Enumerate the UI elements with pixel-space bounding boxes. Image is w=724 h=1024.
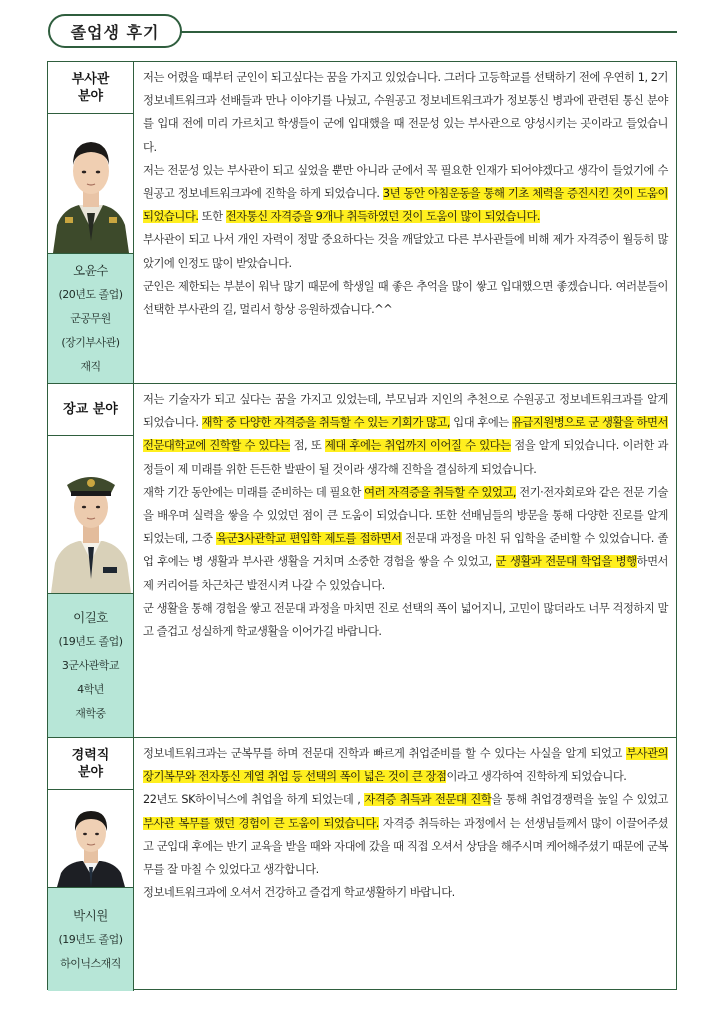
highlighted-text: 육군3사관학교 편입학 제도를 접하면서 (216, 532, 402, 546)
testimonials-table (47, 61, 677, 990)
testimonial-text (134, 384, 676, 737)
testimonial-paragraph (143, 66, 668, 159)
portrait-image (49, 439, 133, 593)
highlighted-text: 부사관 복무를 했던 경험이 큰 도움이 되었습니다. (143, 816, 379, 830)
highlighted-text: 3년 동안 아침운동을 통해 기초 체력을 증진시킨 것이 도움이 되었습니다. (143, 187, 668, 224)
person-name: 박시원 (73, 907, 108, 923)
text-segment: 전문대 과정을 마친 뒤 입학을 준비할 수 있었습니다. 졸업 후에는 병 생활과 부사관 생활을 거치며 소중한 경험을 쌓을 수 있었고, (143, 532, 668, 569)
portrait-image (49, 791, 133, 887)
text-segment: 저는 어렸을 때부터 군인이 되고싶다는 꿈을 가지고 있었습니다. 그러다 고등학교를 선택하기 전에 우연히 1, 2기 정보네트워크과 선배들과 만나 이야기를 나눴고, 수원공고 정보네트워크과가 정보통신 병과에 관련된 통신 분야를 입대 전에 미리 가르치고 학생들이 군에 입대했을 때 전문성 있는 부사관으로 양성시키는 곳이라고 들었습니다. (143, 71, 668, 154)
text-segment: 재학 기간 동안에는 미래를 준비하는 데 필요한 (143, 485, 365, 499)
person-job: 군공무원 (70, 311, 111, 325)
portrait-photo (48, 436, 133, 594)
testimonial-sidebar (48, 384, 134, 737)
portrait-photo (48, 114, 133, 254)
text-segment: 을 통해 취업경쟁력을 높일 수 있었고 (491, 793, 669, 807)
highlighted-text: 자격증 취득과 전문대 진학 (364, 793, 492, 807)
text-segment: 하면서 제 커리어를 차근차근 발전시켜 나갈 수 있었습니다. (143, 555, 668, 592)
testimonial-row-career (48, 738, 676, 991)
text-segment: 입대 후에는 (450, 416, 512, 430)
field-label: 경력직 분야 (48, 738, 133, 790)
testimonial-paragraph (143, 881, 668, 904)
person-status: 재학중 (75, 706, 106, 720)
testimonial-text (134, 62, 676, 383)
field-label: 부사관 분야 (48, 62, 133, 114)
person-info (48, 888, 133, 991)
testimonial-paragraph (143, 742, 668, 788)
person-status: 재직 (80, 359, 101, 373)
text-segment: 또한 (198, 210, 226, 224)
text-segment: 전기·전자회로와 같은 전문 기술을 배우며 실력을 쌓을 수 있었던 점이 큰 도움이 되었습니다. 또한 선배님들의 방문을 통해 다양한 진로를 알게 되었는데, 그중 (143, 485, 668, 546)
highlighted-text: 유급지원병으로 군 생활을 하면서 전문대학교에 진학할 수 있다는 (143, 416, 668, 453)
person-grade: 4학년 (77, 682, 104, 696)
testimonial-paragraph (143, 788, 668, 881)
testimonial-paragraph (143, 159, 668, 229)
highlighted-text: 전자통신 자격증을 9개나 취득하였던 것이 도움이 많이 되었습니다. (225, 210, 541, 224)
person-job-detail: (장기부사관) (61, 335, 120, 349)
text-segment: 정보네트워크과에 오셔서 건강하고 즐겁게 학교생활하기 바랍니다. (143, 886, 455, 900)
graduation-year: (19년도 졸업) (58, 932, 123, 946)
highlighted-text: 부사관의 장기복무와 전자통신 계열 취업 등 선택의 폭이 넓은 것이 큰 장점 (143, 747, 668, 784)
text-segment: 저는 전문성 있는 부사관이 되고 싶었을 뿐만 아니라 군에서 꼭 필요한 인재가 되어야겠다고 생각이 들었기에 수원공고 정보네트워크과에 진학을 하게 되었습니다. (143, 163, 668, 201)
testimonial-paragraph (143, 597, 668, 643)
testimonial-paragraph (143, 388, 668, 481)
person-name: 이길호 (73, 609, 108, 625)
testimonial-paragraph (143, 275, 668, 321)
testimonial-sidebar (48, 738, 134, 991)
testimonial-text (134, 738, 676, 991)
portrait-photo (48, 790, 133, 888)
graduation-year: (20년도 졸업) (58, 287, 123, 301)
text-segment: 이라고 생각하여 진학하게 되었습니다. (446, 770, 627, 784)
highlighted-text: 군 생활과 전문대 학업을 병행 (495, 555, 637, 569)
portrait-image (49, 117, 133, 253)
testimonial-paragraph (143, 228, 668, 274)
section-title: 졸업생 후기 (48, 14, 182, 48)
title-divider-line (180, 31, 677, 33)
person-name: 오윤수 (73, 262, 108, 278)
text-segment: 저는 기술자가 되고 싶다는 꿈을 가지고 있었는데, 부모님과 지인의 추천으로 수원공고 정보네트워크과를 알게 되었습니다. (143, 393, 668, 430)
text-segment: 부사관이 되고 나서 개인 자력이 정말 중요하다는 것을 깨달았고 다른 부사관들에 비해 제가 자격증이 월등히 많았기에 인정도 많이 받았습니다. (143, 233, 668, 270)
testimonial-row-nco (48, 62, 676, 384)
graduation-year: (19년도 졸업) (58, 634, 123, 648)
text-segment: 자격증 취득하는 과정에서 는 선생님들께서 많이 이끌어주셨고 군입대 후에는 반기 교육을 받을 때와 자대에 갔을 때 직접 오셔서 상담을 해주시며 케어해주셨기 때문에 군복무를 잘 마칠 수 있었다고 생각합니다. (143, 816, 668, 877)
testimonial-paragraph (143, 481, 668, 597)
text-segment: 군 생활을 통해 경험을 쌓고 전문대 과정을 마치면 진로 선택의 폭이 넓어지니, 고민이 많더라도 너무 걱정하지 말고 즐겁고 성실하게 학교생활을 이어가길 바랍니다. (143, 601, 668, 639)
person-info (48, 254, 133, 383)
highlighted-text: 제대 후에는 취업까지 이어질 수 있다는 (324, 439, 511, 453)
testimonial-sidebar (48, 62, 134, 383)
text-segment: 군인은 제한되는 부분이 워낙 많기 때문에 학생일 때 좋은 추억을 많이 쌓고 입대했으면 좋겠습니다. 여러분들이 선택한 부사관의 길, 멀리서 항상 응원하겠습니다.^^ (143, 279, 668, 317)
person-job: 하이닉스재직 (60, 956, 121, 970)
person-info (48, 594, 133, 737)
highlighted-text: 재학 중 다양한 자격증을 취득할 수 있는 기회가 많고, (201, 416, 451, 430)
text-segment: 정보네트워크과는 군복무를 하며 전문대 진학과 빠르게 취업준비를 할 수 있다는 사실을 알게 되었고 (143, 747, 627, 760)
field-label: 장교 분야 (48, 384, 133, 436)
text-segment: 점을 알게 되었습니다. 이러한 과정들이 제 미래를 위한 든든한 발판이 될 것이라 생각해 진학을 결심하게 되었습니다. (143, 439, 668, 476)
testimonial-row-officer (48, 384, 676, 738)
highlighted-text: 여러 자격증을 취득할 수 있었고, (364, 485, 517, 499)
text-segment: 22년도 SK하이닉스에 취업을 하게 되었는데 , (143, 793, 365, 807)
person-school: 3군사관학교 (61, 658, 120, 672)
text-segment: 점, 또 (289, 439, 325, 453)
